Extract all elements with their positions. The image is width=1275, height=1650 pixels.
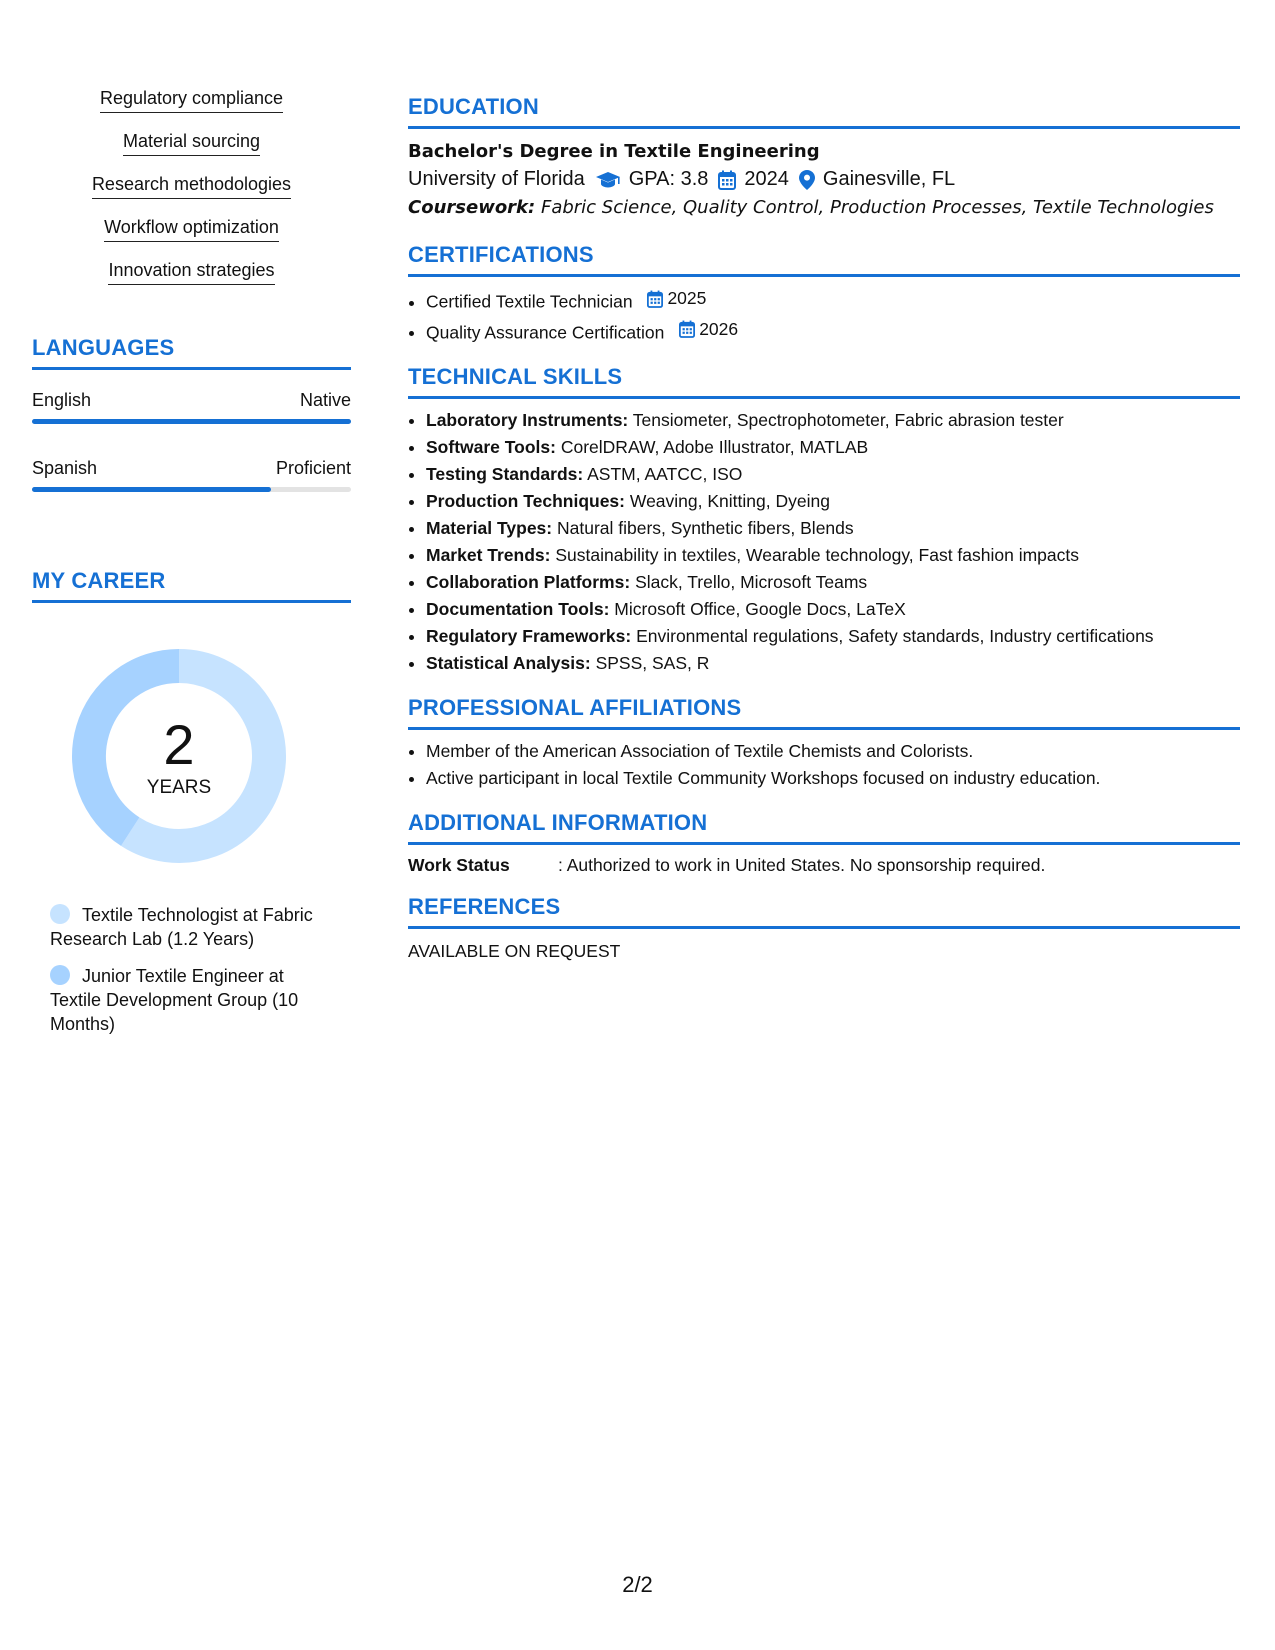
skill-item: Innovation strategies — [108, 260, 274, 285]
education-meta — [408, 168, 1240, 191]
section-divider — [32, 600, 351, 603]
legend-dot — [50, 904, 70, 924]
graduation-cap-icon — [595, 171, 621, 189]
certification-date — [679, 316, 738, 343]
affiliation-item: • Member of the American Association of Textile Chemists and Colorists. — [426, 738, 1240, 765]
career-legend-item — [50, 964, 330, 1036]
work-status-label: Work Status — [408, 855, 510, 875]
certification-year: 2025 — [667, 288, 707, 308]
technical-skill-item — [426, 434, 1240, 461]
skill-item: Material sourcing — [123, 131, 260, 156]
skill-item: Research methodologies — [92, 174, 291, 199]
affiliations-title: PROFESSIONAL AFFILIATIONS — [408, 695, 742, 720]
career-legend — [50, 903, 330, 1036]
coursework — [408, 197, 1240, 218]
certification-name: Quality Assurance Certification — [426, 322, 665, 342]
skill-item: Regulatory compliance — [100, 88, 283, 113]
language-bar — [32, 419, 351, 424]
language-name: Spanish — [32, 458, 98, 478]
section-divider — [408, 126, 1240, 129]
languages-title: LANGUAGES — [32, 335, 175, 360]
languages-section — [32, 335, 351, 492]
university-name: University of Florida — [408, 168, 585, 190]
map-pin-icon — [799, 170, 815, 190]
skill-category: Market Trends: — [426, 545, 551, 565]
technical-skill-item — [426, 407, 1240, 434]
calendar-icon — [718, 170, 736, 190]
references-text: AVAILABLE ON REQUEST — [408, 941, 621, 961]
technical-skill-item — [426, 542, 1240, 569]
career-role-label: Junior Textile Engineer at Textile Development Group (10 Months) — [50, 966, 299, 1034]
technical-skills-list — [408, 407, 1240, 677]
education-section — [408, 94, 1240, 218]
certification-date — [647, 285, 706, 312]
technical-skills-title: TECHNICAL SKILLS — [408, 364, 623, 389]
calendar-icon — [647, 290, 663, 308]
graduation-year: 2024 — [744, 168, 789, 190]
certifications-section — [408, 242, 1240, 346]
section-divider — [408, 727, 1240, 730]
certifications-title: CERTIFICATIONS — [408, 242, 594, 267]
coursework-list: Fabric Science, Quality Control, Production Processes, Textile Technologies — [540, 197, 1214, 218]
skill-category: Testing Standards: — [426, 464, 584, 484]
skill-values: CorelDRAW, Adobe Illustrator, MATLAB — [560, 437, 869, 457]
skill-values: Sustainability in textiles, Wearable technology, Fast fashion impacts — [555, 545, 1080, 565]
technical-skill-item — [426, 515, 1240, 542]
skill-values: Tensiometer, Spectrophotometer, Fabric abrasion tester — [632, 410, 1064, 430]
work-status-row — [408, 855, 1240, 876]
skill-values: Environmental regulations, Safety standards, Industry certifications — [636, 626, 1154, 646]
career-total-unit: YEARS — [146, 777, 212, 798]
affiliations-section — [408, 695, 1240, 792]
education-title: EDUCATION — [408, 94, 539, 119]
affiliations-list — [408, 738, 1240, 792]
legend-dot — [50, 965, 70, 985]
skill-category: Collaboration Platforms: — [426, 572, 631, 592]
skill-category: Statistical Analysis: — [426, 653, 591, 673]
language-level: Proficient — [275, 458, 351, 478]
skill-values: Microsoft Office, Google Docs, LaTeX — [614, 599, 906, 619]
technical-skill-item — [426, 596, 1240, 623]
section-divider — [32, 367, 351, 370]
technical-skill-item — [426, 488, 1240, 515]
skill-item: Workflow optimization — [104, 217, 279, 242]
section-divider — [408, 396, 1240, 399]
career-title: MY CAREER — [32, 568, 166, 593]
certification-item — [426, 285, 1240, 316]
skills-list — [32, 80, 351, 295]
language-row — [32, 390, 351, 411]
technical-skill-item — [426, 623, 1240, 650]
language-row — [32, 458, 351, 479]
certification-name: Certified Textile Technician — [426, 291, 633, 312]
donut-center — [66, 715, 292, 799]
left-column — [32, 80, 351, 1049]
references-title: REFERENCES — [408, 894, 561, 919]
certification-year: 2026 — [699, 318, 739, 339]
degree-title: Bachelor's Degree in Textile Engineering — [408, 141, 820, 162]
skill-category: Documentation Tools: — [426, 599, 610, 619]
career-section — [32, 568, 351, 1036]
certifications-list — [408, 285, 1240, 346]
technical-skill-item — [426, 650, 1240, 677]
calendar-icon — [679, 320, 695, 338]
language-bar-fill — [32, 419, 351, 424]
skill-values: Natural fibers, Synthetic fibers, Blends — [556, 518, 854, 538]
skill-values: ASTM, AATCC, ISO — [587, 464, 743, 484]
career-total-number: 2 — [163, 713, 195, 776]
affiliation-item: • Active participant in local Textile Community Workshops focused on industry education. — [426, 765, 1240, 792]
technical-skills-section — [408, 364, 1240, 677]
skill-values: Weaving, Knitting, Dyeing — [629, 491, 830, 511]
page-number: 2/2 — [622, 1572, 653, 1597]
career-legend-item — [50, 903, 330, 951]
technical-skill-item — [426, 461, 1240, 488]
right-column — [408, 94, 1240, 980]
skill-values: Slack, Trello, Microsoft Teams — [635, 572, 868, 592]
language-bar — [32, 487, 351, 492]
location: Gainesville, FL — [822, 168, 956, 190]
skill-category: Regulatory Frameworks: — [426, 626, 632, 646]
section-divider — [408, 274, 1240, 277]
skill-category: Production Techniques: — [426, 491, 625, 511]
section-divider — [408, 842, 1240, 845]
additional-info-section — [408, 810, 1240, 876]
skill-category: Laboratory Instruments: — [426, 410, 629, 430]
work-status-value: : Authorized to work in United States. No sponsorship required. — [558, 855, 1046, 875]
language-level: Native — [299, 390, 351, 410]
career-donut-chart — [66, 643, 292, 869]
technical-skill-item — [426, 569, 1240, 596]
skill-category: Material Types: — [426, 518, 553, 538]
section-divider — [408, 926, 1240, 929]
references-section — [408, 894, 1240, 962]
certification-item — [426, 316, 1240, 347]
skill-values: SPSS, SAS, R — [595, 653, 710, 673]
skill-category: Software Tools: — [426, 437, 556, 457]
language-bar-fill — [32, 487, 271, 492]
career-role-label: Textile Technologist at Fabric Research Lab (1.2 Years) — [50, 905, 313, 949]
coursework-label: Coursework: — [408, 197, 536, 218]
additional-info-title: ADDITIONAL INFORMATION — [408, 810, 708, 835]
language-name: English — [32, 390, 92, 410]
gpa: GPA: 3.8 — [628, 168, 709, 190]
